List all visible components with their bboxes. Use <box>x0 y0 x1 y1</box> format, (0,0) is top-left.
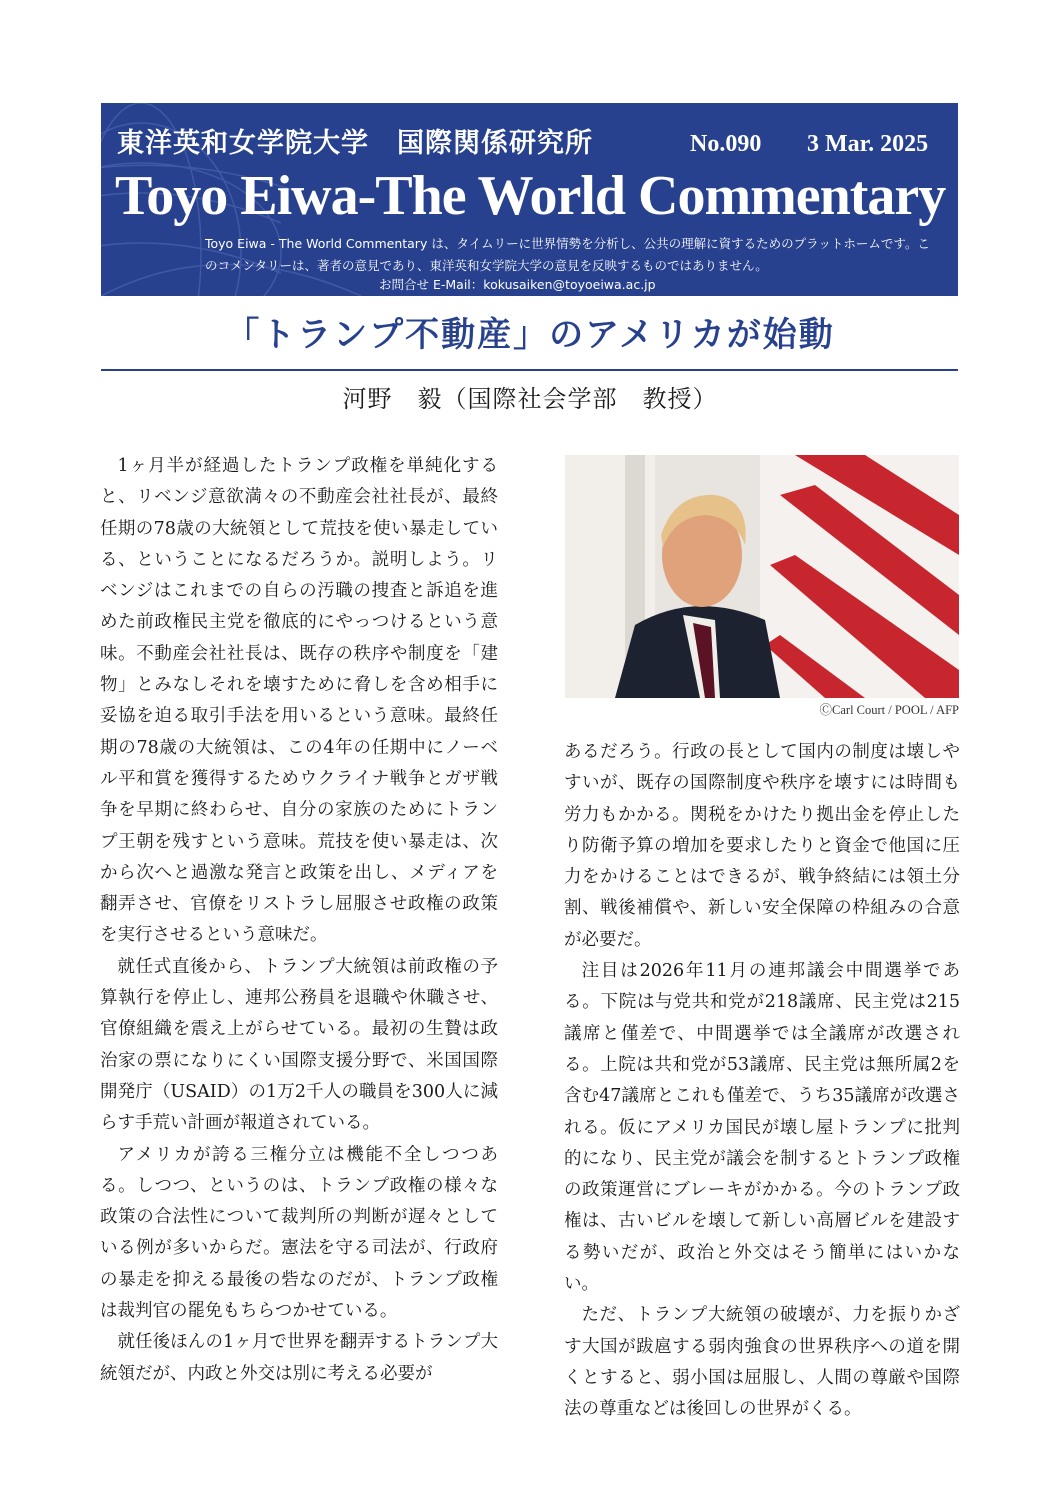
article-author: 河野 毅（国際社会学部 教授） <box>342 385 718 413</box>
article-title: 「トランプ不動産」のアメリカが始動 <box>225 315 835 355</box>
masthead-description: Toyo Eiwa - The World Commentary は、タイムリーに世界情勢を分析し、公共の理解に資するためのプラットホームです。このコメンタリーは、著者の意見であり、東洋英和女学院大学の意見を反映するものではありません。 <box>205 236 930 273</box>
body-paragraph: アメリカが誇る三権分立は機能不全しつつある。しつつ、というのは、トランプ政権の様々な政策の合法性について裁判所の判断が遅々としている例が多いからだ。憲法を守る司法が、行政府の暴走を抑える最後の砦なのだが、トランプ政権は裁判官の罷免もちらつかせている。 <box>100 1144 498 1322</box>
issue-date: 3 Mar. 2025 <box>807 131 929 157</box>
body-paragraph: 注目は2026年11月の連邦議会中間選挙である。下院は与党共和党が218議席、民主党は215議席と僅差で、中間選挙では全議席が改選される。上院は共和党が53議席、民主党は無所属2を含む47議席とこれも僅差で、うち35議席が改選される。仮にアメリカ国民が壊し屋トランプに批判的になり、民主党が議会を制するとトランプ政権の政策運営にブレーキがかかる。今のトランプ政権は、古いビルを壊して新しい高層ビルを建設する勢いだが、政治と外交はそう簡単にはいかない。 <box>564 961 960 1295</box>
photo-credit: ⒸCarl Court / POOL / AFP <box>819 703 959 717</box>
body-paragraph: 就任後ほんの1ヶ月で世界を翻弄するトランプ大統領だが、内政と外交は別に考える必要が <box>100 1332 498 1384</box>
issue-number: No.090 <box>690 131 762 157</box>
contact-email: お問合せ E-Mail：kokusaiken@toyoeiwa.ac.jp <box>379 277 656 292</box>
left-column <box>100 451 498 1390</box>
portrait-with-flag-image <box>565 455 959 698</box>
article-photo <box>565 455 959 698</box>
header-banner <box>101 103 958 296</box>
institute-name: 東洋英和女学院大学 国際関係研究所 <box>117 128 593 159</box>
body-paragraph: 就任式直後から、トランプ大統領は前政権の予算執行を停止し、連邦公務員を退職や休職させ、官僚組織を震え上がらせている。最初の生贄は政治家の票になりにくい国際支援分野で、米国国際開発庁（USAID）の1万2千人の職員を300人に減らす手荒い計画が報道されている。 <box>100 956 498 1134</box>
body-paragraph: あるだろう。行政の長として国内の制度は壊しやすいが、既存の国際制度や秩序を壊すには時間も労力もかかる。関税をかけたり拠出金を停止したり防衛予算の増加を要求したりと資金で他国に圧力をかけることはできるが、戦争終結には領土分割、戦後補償や、新しい安全保障の枠組みの合意が必要だ。 <box>564 742 960 950</box>
right-column <box>564 737 960 1426</box>
body-paragraph: ただ、トランプ大統領の破壊が、力を振りかざす大国が跋扈する弱肉強食の世界秩序への道を開くとすると、弱小国は屈服し、人間の尊厳や国際法の尊重などは後回しの世界がくる。 <box>564 1305 960 1420</box>
body-paragraph: 1ヶ月半が経過したトランプ政権を単純化すると、リベンジ意欲満々の不動産会社社長が、最終任期の78歳の大統領として荒技を使い暴走している、ということになるだろうか。説明しよう。リベンジはこれまでの自らの汚職の捜査と訴追を進めた前政権民主党を徹底的にやっつけるという意味。不動産会社社長は、既存の秩序や制度を「建物」とみなしそれを壊すために脅しを含め相手に妥協を迫る取引手法を用いるという意味。最終任期の78歳の大統領は、この4年の任期中にノーベル平和賞を獲得するためウクライナ戦争とガザ戦争を早期に終わらせ、自分の家族のためにトランプ王朝を残すという意味。荒技を使い暴走は、次から次へと過激な発言と政策を出し、メディアを翻弄させ、官僚をリストラし屈服させ政権の政策を実行させるという意味だ。 <box>100 456 498 946</box>
title-divider <box>101 369 958 371</box>
masthead-title: Toyo Eiwa-The World Commentary <box>115 165 946 227</box>
